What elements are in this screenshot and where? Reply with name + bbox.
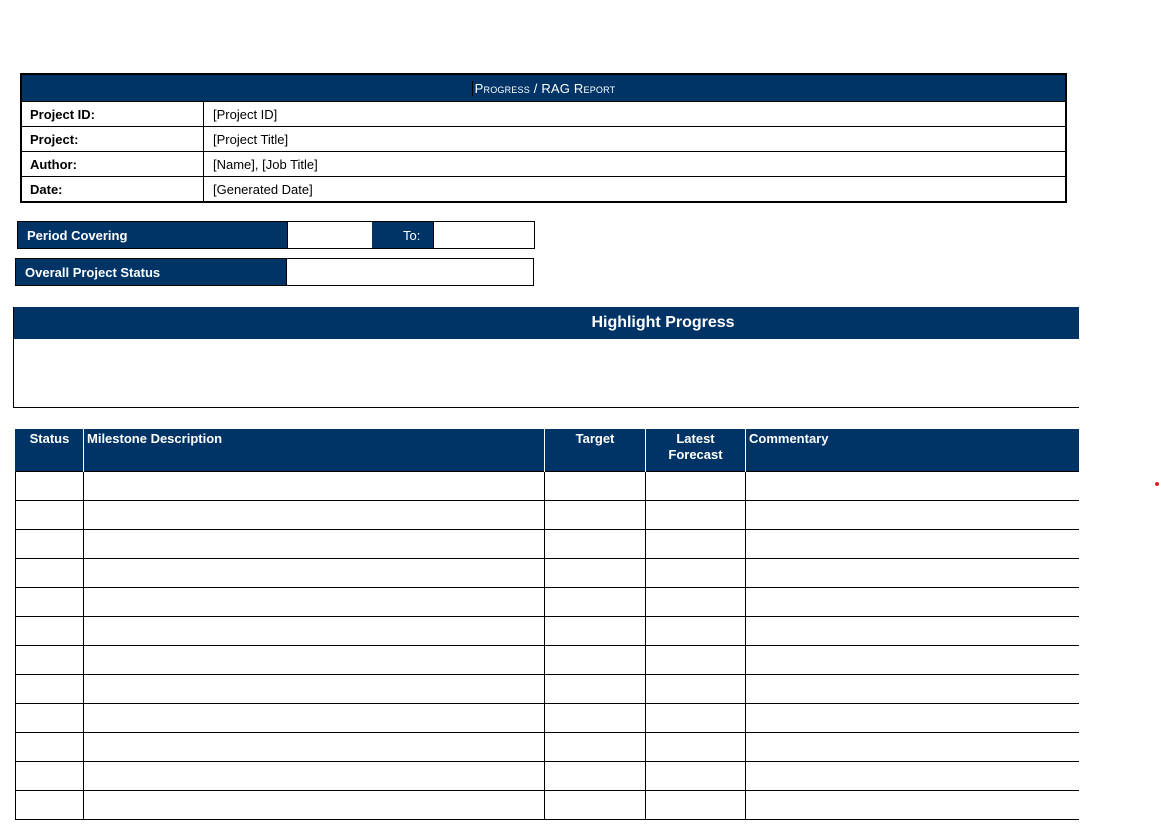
author-field[interactable]: [Name], [Job Title] — [213, 156, 318, 172]
forecast-cell[interactable] — [646, 587, 746, 616]
target-cell[interactable] — [545, 674, 646, 703]
commentary-column-header: Commentary — [746, 429, 1080, 471]
project-title-field[interactable]: [Project Title] — [213, 131, 289, 147]
period-from-field[interactable] — [287, 222, 372, 248]
status-cell[interactable] — [16, 674, 84, 703]
period-to-label: To: — [372, 222, 433, 248]
description-column-header: Milestone Description — [84, 429, 545, 471]
forecast-cell[interactable] — [646, 674, 746, 703]
status-cell[interactable] — [16, 500, 84, 529]
info-row-author — [22, 152, 1065, 177]
target-cell[interactable] — [545, 645, 646, 674]
table-row — [16, 500, 1080, 529]
status-column-header: Status — [16, 429, 84, 471]
project-info-table — [20, 73, 1067, 203]
forecast-cell[interactable] — [646, 645, 746, 674]
description-cell[interactable] — [84, 761, 545, 790]
target-cell[interactable] — [545, 587, 646, 616]
field-label: Project: — [22, 127, 204, 151]
text-cursor — [472, 81, 473, 96]
commentary-cell[interactable] — [746, 761, 1080, 790]
target-cell[interactable] — [545, 790, 646, 819]
forecast-cell[interactable] — [646, 616, 746, 645]
overall-status-label: Overall Project Status — [16, 259, 286, 285]
commentary-cell[interactable] — [746, 471, 1080, 500]
commentary-cell[interactable] — [746, 529, 1080, 558]
status-cell[interactable] — [16, 703, 84, 732]
info-row-project — [22, 127, 1065, 152]
forecast-cell[interactable] — [646, 790, 746, 819]
commentary-cell[interactable] — [746, 645, 1080, 674]
forecast-cell[interactable] — [646, 500, 746, 529]
commentary-cell[interactable] — [746, 616, 1080, 645]
status-cell[interactable] — [16, 471, 84, 500]
forecast-cell[interactable] — [646, 529, 746, 558]
target-cell[interactable] — [545, 703, 646, 732]
field-label: Author: — [22, 152, 204, 176]
table-row — [16, 616, 1080, 645]
period-covering-label: Period Covering — [18, 222, 287, 248]
description-cell[interactable] — [84, 790, 545, 819]
table-row — [16, 471, 1080, 500]
commentary-cell[interactable] — [746, 790, 1080, 819]
description-cell[interactable] — [84, 645, 545, 674]
table-row — [16, 558, 1080, 587]
commentary-cell[interactable] — [746, 558, 1080, 587]
target-cell[interactable] — [545, 761, 646, 790]
table-row — [16, 790, 1080, 819]
status-cell[interactable] — [16, 761, 84, 790]
description-cell[interactable] — [84, 674, 545, 703]
status-cell[interactable] — [16, 529, 84, 558]
table-row — [16, 732, 1080, 761]
latest-forecast-column-header: Latest Forecast — [646, 429, 746, 471]
target-cell[interactable] — [545, 471, 646, 500]
target-cell[interactable] — [545, 529, 646, 558]
forecast-cell[interactable] — [646, 732, 746, 761]
description-cell[interactable] — [84, 732, 545, 761]
commentary-cell[interactable] — [746, 674, 1080, 703]
info-row-date — [22, 177, 1065, 201]
commentary-cell[interactable] — [746, 500, 1080, 529]
highlight-progress-section — [13, 307, 1079, 408]
table-row — [16, 761, 1080, 790]
forecast-cell[interactable] — [646, 703, 746, 732]
description-cell[interactable] — [84, 500, 545, 529]
field-label: Project ID: — [22, 102, 204, 126]
highlight-progress-title: Highlight Progress — [14, 307, 1079, 339]
overall-status-box — [15, 258, 534, 286]
table-row — [16, 529, 1080, 558]
target-cell[interactable] — [545, 500, 646, 529]
field-label: Date: — [22, 177, 204, 201]
description-cell[interactable] — [84, 703, 545, 732]
description-cell[interactable] — [84, 616, 545, 645]
status-cell[interactable] — [16, 558, 84, 587]
table-row — [16, 587, 1080, 616]
milestone-table — [15, 429, 1079, 820]
target-cell[interactable] — [545, 732, 646, 761]
forecast-cell[interactable] — [646, 558, 746, 587]
description-cell[interactable] — [84, 558, 545, 587]
highlight-progress-text-area[interactable] — [14, 339, 1079, 407]
commentary-cell[interactable] — [746, 703, 1080, 732]
table-row — [16, 674, 1080, 703]
overall-status-field[interactable] — [286, 259, 533, 285]
period-to-field[interactable] — [433, 222, 534, 248]
status-cell[interactable] — [16, 587, 84, 616]
forecast-cell[interactable] — [646, 471, 746, 500]
description-cell[interactable] — [84, 529, 545, 558]
table-row — [16, 645, 1080, 674]
target-column-header: Target — [545, 429, 646, 471]
status-cell[interactable] — [16, 790, 84, 819]
period-covering-box — [17, 221, 535, 249]
milestone-header-row — [16, 429, 1080, 471]
milestone-table-body — [16, 471, 1080, 819]
report-title-bar — [22, 75, 1065, 102]
commentary-cell[interactable] — [746, 587, 1080, 616]
table-row — [16, 703, 1080, 732]
status-cell[interactable] — [16, 616, 84, 645]
target-cell[interactable] — [545, 616, 646, 645]
report-title: Progress / RAG Report — [474, 80, 616, 96]
red-marker-dot — [1155, 482, 1159, 486]
forecast-cell[interactable] — [646, 761, 746, 790]
description-cell[interactable] — [84, 587, 545, 616]
status-cell[interactable] — [16, 732, 84, 761]
target-cell[interactable] — [545, 558, 646, 587]
status-cell[interactable] — [16, 645, 84, 674]
description-cell[interactable] — [84, 471, 545, 500]
date-field[interactable]: [Generated Date] — [213, 181, 313, 197]
commentary-cell[interactable] — [746, 732, 1080, 761]
info-row-project-id — [22, 102, 1065, 127]
project-id-field[interactable]: [Project ID] — [213, 106, 278, 122]
